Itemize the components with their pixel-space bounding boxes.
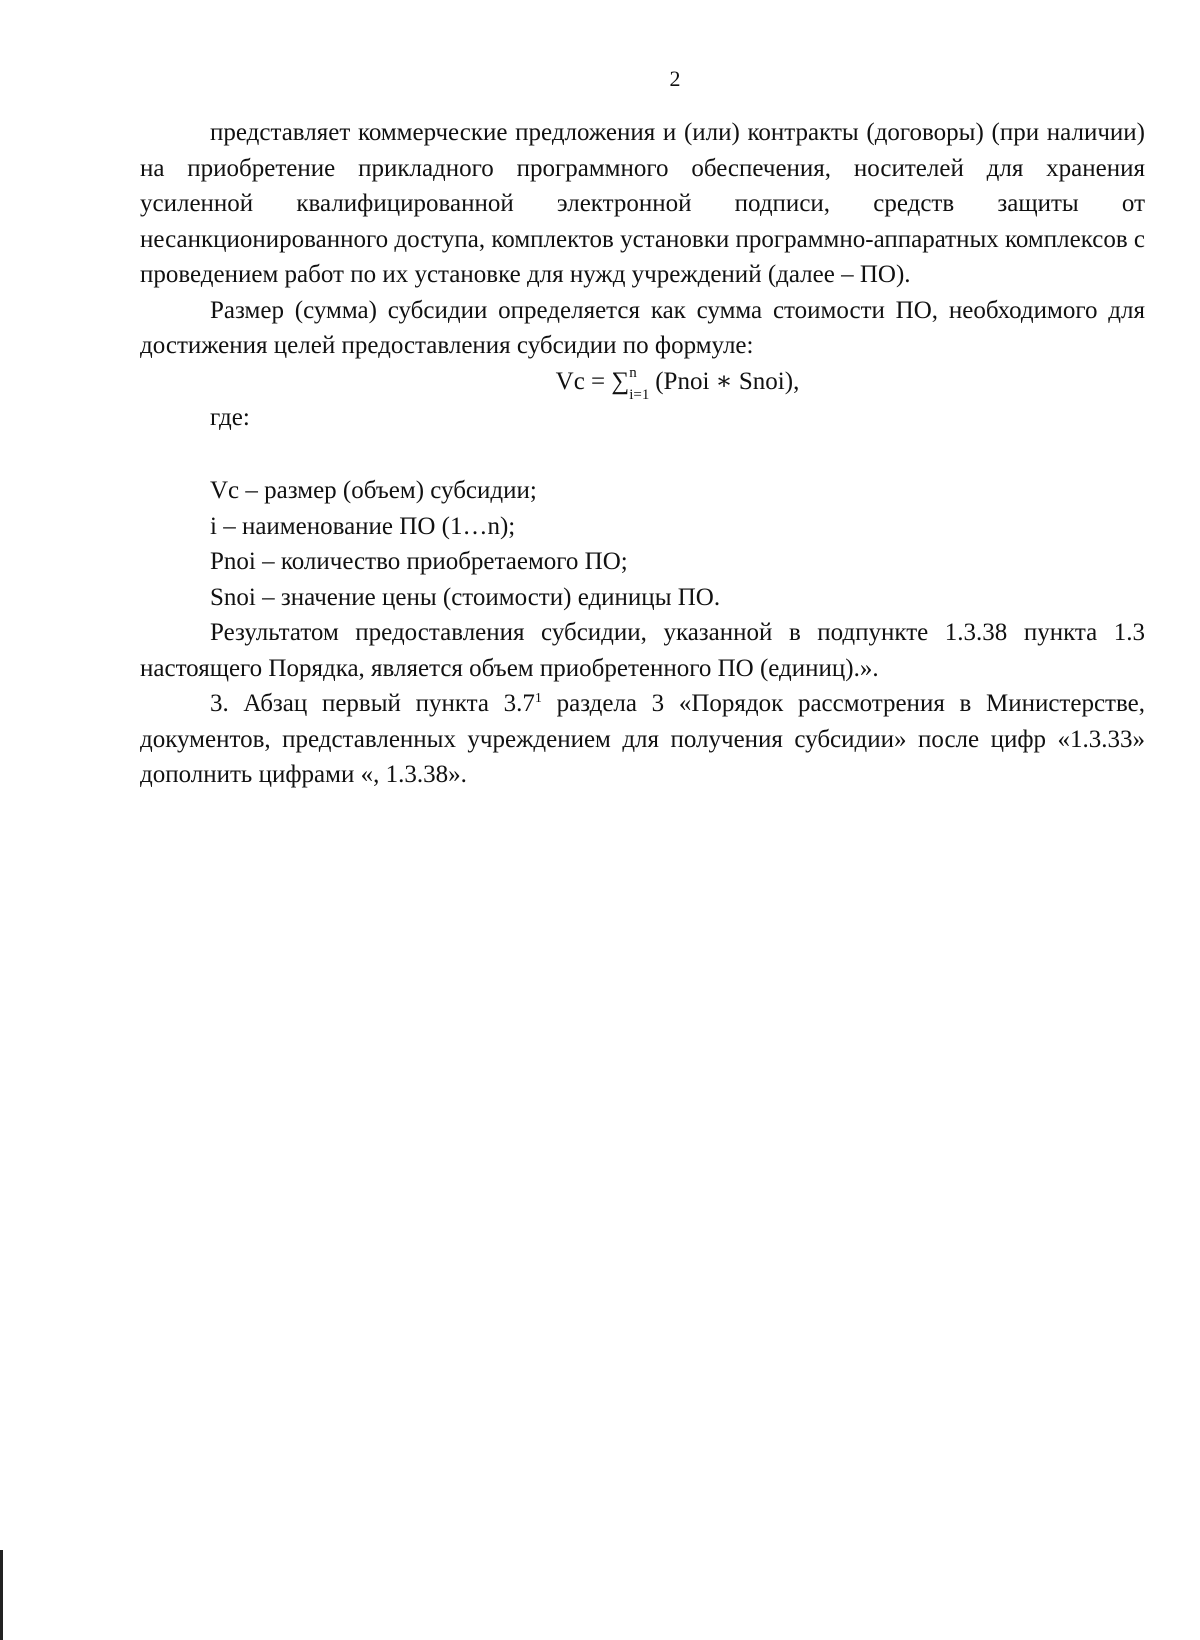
formula-limits [629, 364, 655, 403]
paragraph-result: Результатом предоставления субсидии, указанной в подпункте 1.3.38 пункта 1.3 настоящего Порядка, является объем приобретенного ПО (единиц).». [140, 619, 1145, 682]
paragraph-continuation: представляет коммерческие предложения и (или) контракты (договоры) (при наличии) на приобретение прикладного программного обеспечения, носителей для хранения усиленной квалифицированной электронной подписи, средств защиты от несанкционированного доступа, комплектов установки программно-аппаратных комплексов с проведением работ по их установке для нужд учреждений (далее – ПО). [140, 119, 1145, 288]
definition-snoi: Snoi – значение цены (стоимости) единицы ПО. [210, 583, 721, 611]
page-number: 2 [669, 66, 681, 91]
amendment-text-start: 3. Абзац первый пункта 3.7 [210, 690, 535, 717]
where-label: где: [210, 403, 250, 431]
amendment-superscript: 1 [534, 691, 542, 706]
paragraph-subsidy-size: Размер (сумма) субсидии определяется как сумма стоимости ПО, необходимого для достижения целей предоставления субсидии по формуле: [140, 296, 1145, 359]
amendment-text-end: раздела 3 «Порядок рассмотрения в Министерстве, документов, представленных учреждением для получения субсидии» после цифр «1.3.33» дополнить цифрами «, 1.3.38». [140, 690, 1145, 788]
scan-edge-mark [0, 1550, 3, 1640]
definition-vc: Vc – размер (объем) субсидии; [210, 477, 537, 504]
formula-rhs: (Pnoi ∗ Snoi), [655, 367, 800, 395]
definition-i: i – наименование ПО (1…n); [210, 512, 516, 540]
formula-lhs: Vc = ∑ [555, 367, 630, 395]
document-body [140, 115, 1145, 793]
paragraph-amendment-3 [140, 686, 1145, 793]
subsidy-formula [140, 364, 1145, 403]
blank-line [140, 435, 1145, 473]
definition-pnoi: Pnoi – количество приобретаемого ПО; [210, 548, 628, 575]
formula-lower-limit: i=1 [629, 386, 650, 403]
formula-upper-limit: n [629, 364, 637, 381]
